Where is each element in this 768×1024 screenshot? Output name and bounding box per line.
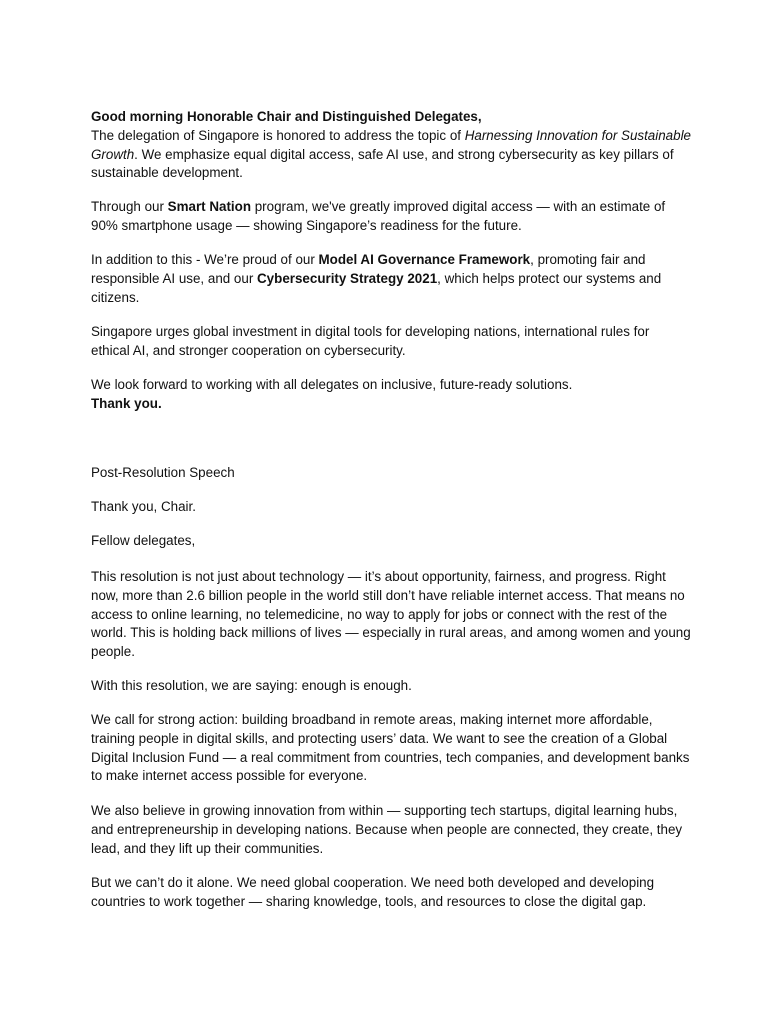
p3-text-post: , which helps protect our systems and citizens. xyxy=(91,270,662,305)
opening-paragraph xyxy=(91,108,691,183)
fellow-delegates-text: Fellow delegates, xyxy=(91,533,196,548)
smart-nation-paragraph xyxy=(91,198,691,236)
resolution-paragraph-4: We also believe in growing innovation from within — supporting tech startups, digital learning hubs, and entrepreneurship in developing nations. Because when people are connected, they create, they lead, and they lift up their communities. xyxy=(91,803,683,856)
governance-paragraph xyxy=(91,251,691,307)
intro-text-post: . We emphasize equal digital access, safe AI use, and strong cybersecurity as key pillars of sustainable development. xyxy=(91,146,674,181)
p2-text-post: program, we've greatly improved digital access — with an estimate of 90% smartphone usage — showing Singapore’s readiness for the future. xyxy=(91,199,666,233)
p3-text-mid: , promoting fair and responsible AI use, and our xyxy=(91,252,646,286)
greeting: Good morning Honorable Chair and Distinguished Delegates, xyxy=(91,109,482,124)
cyber-strategy-term: Cybersecurity Strategy 2021 xyxy=(257,270,438,286)
resolution-paragraph-5: But we can’t do it alone. We need global cooperation. We need both developed and developing countries to work together — sharing knowledge, tools, and resources to close the digital gap. xyxy=(91,875,655,909)
resolution-paragraph-3: We call for strong action: building broadband in remote areas, making internet more affordable, training people in digital skills, and protecting users’ data. We want to see the creation of a Global Digital Inclusion Fund — a real commitment from countries, tech companies, and development banks to make internet access possible for everyone. xyxy=(91,712,690,784)
p3-text-pre: In addition to this - We’re proud of our xyxy=(91,252,319,267)
resolution-paragraph-2: With this resolution, we are saying: enough is enough. xyxy=(91,678,412,693)
smart-nation-term: Smart Nation xyxy=(167,199,252,214)
thank-chair-text: Thank you, Chair. xyxy=(91,499,196,514)
urges-paragraph: Singapore urges global investment in digital tools for developing nations, international rules for ethical AI, and stronger cooperation on cybersecurity. xyxy=(91,324,650,358)
resolution-paragraph-1: This resolution is not just about technology — it’s about opportunity, fairness, and progress. Right now, more than 2.6 billion people in the world still don’t have reliable internet access. That means no access to online learning, no telemedicine, no way to apply for jobs or connect with the rest of the world. This is holding back millions of lives — especially in rural areas, and among women and young people. xyxy=(91,569,691,660)
post-resolution-heading: Post-Resolution Speech xyxy=(91,465,235,480)
p2-text-pre: Through our xyxy=(91,199,168,214)
thank-you-text: Thank you. xyxy=(91,395,162,411)
ai-framework-term: Model AI Governance Framework xyxy=(318,252,531,267)
forward-text: We look forward to working with all delegates on inclusive, future-ready solutions. xyxy=(91,377,573,392)
closing-paragraph xyxy=(91,376,691,414)
topic-title: Harnessing Innovation for Sustainable Growth xyxy=(91,127,691,162)
intro-text-pre: The delegation of Singapore is honored to address the topic of xyxy=(91,127,465,143)
